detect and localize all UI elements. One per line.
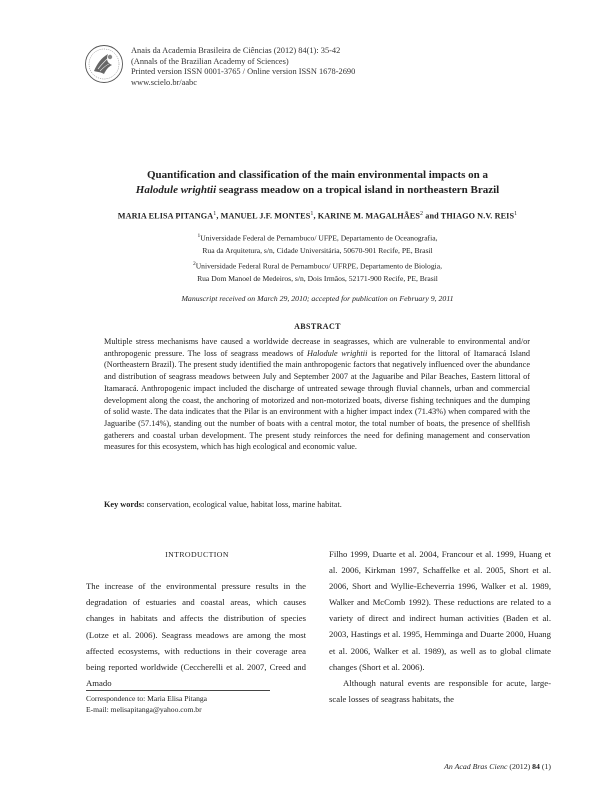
footer-volume: 84	[532, 762, 540, 771]
journal-url[interactable]: www.scielo.br/aabc	[131, 77, 197, 87]
title-line-2	[60, 183, 575, 198]
journal-info	[131, 46, 355, 88]
keywords-text: conservation, ecological value, habitat loss, marine habitat.	[144, 500, 342, 509]
journal-issn: Printed version ISSN 0001-3765 / Online version ISSN 1678-2690	[131, 67, 356, 77]
correspondence-name: Correspondence to: Maria Elisa Pitanga	[86, 694, 208, 703]
introduction-paragraph: Although natural events are responsible for acute, large-scale losses of seagrass habitats, the	[329, 677, 551, 704]
affiliation-1	[60, 230, 575, 245]
author-separator: and	[423, 211, 441, 221]
author-affil-mark: 1	[310, 211, 314, 217]
title-species: Halodule wrightii	[135, 184, 217, 196]
introduction-right-column	[329, 546, 551, 707]
abstract-species: Halodule wrightii	[307, 348, 368, 358]
abstract-heading: ABSTRACT	[294, 322, 341, 331]
affiliation-2	[60, 258, 575, 273]
author-affil-mark: 2	[420, 211, 424, 217]
author-affil-mark: 1	[514, 211, 518, 217]
affiliations	[60, 230, 575, 285]
page-footer	[380, 762, 551, 771]
journal-name-english: (Annals of the Brazilian Academy of Sciences)	[131, 56, 289, 66]
manuscript-dates: Manuscript received on March 29, 2010; accepted for publication on February 9, 2011	[181, 294, 454, 303]
author-name: MARIA ELISA PITANGA	[117, 211, 214, 221]
author-affil-mark: 1	[213, 211, 217, 217]
introduction-heading: INTRODUCTION	[165, 550, 229, 559]
abstract-text	[104, 336, 530, 453]
affiliation-1-line-1: Universidade Federal de Pernambuco/ UFPE, Departamento de Oceanografia,	[200, 233, 438, 243]
correspondence-footnote	[86, 694, 207, 715]
author-name: KARINE M. MAGALHÃES	[317, 211, 420, 221]
correspondence-email[interactable]: E-mail: melisapitanga@yahoo.com.br	[86, 704, 202, 714]
title-line-2-rest: seagrass meadow on a tropical island in northeastern Brazil	[216, 184, 500, 196]
affiliation-1-address: Rua da Arquitetura, s/n, Cidade Universitária, 50670-901 Recife, PE, Brasil	[202, 246, 433, 256]
affiliation-2-address: Rua Dom Manoel de Medeiros, s/n, Dois Irmãos, 52171-900 Recife, PE, Brasil	[197, 273, 438, 283]
author-name: THIAGO N.V. REIS	[440, 211, 515, 221]
academy-seal-logo	[84, 44, 124, 84]
author-list	[60, 211, 575, 221]
footnote-divider	[86, 690, 270, 691]
affiliation-mark: 1	[197, 233, 201, 239]
affiliation-mark: 2	[192, 260, 196, 267]
footer-year: (2012)	[507, 762, 533, 771]
abstract-part-1: Multiple stress mechanisms have caused a worldwide decrease in seagrasses, which are vulnerable to environmental and/or anthropogenic pressure. The loss of seagrass meadows of	[104, 337, 530, 358]
affiliation-2-line-1: Universidade Federal Rural de Pernambuco/ UFRPE, Departamento de Biologia,	[195, 261, 443, 271]
abstract-part-2: is reported for the littoral of Itamaracá Island (Northeastern Brazil). The present study identified the main anthropogenic factors that negatively influenced over the abundance and distribution of seagrass meadows between July and September 2007 at the Jaguaribe and Pilar Beaches, Eastern littoral of Itamaracá. Anthropogenic impact included the discharge of untreated sewage through fluvial channels, urban and commercial development along the coast, the anchoring of motorized and non-motorized boats, diverse fishing techniques and the dumping of solid waste. The data indicates that the Pilar is an environment with a higher impact index (71.43%) when compared with the Jaguaribe (57.14%), standing out the number of boats with a central motor, the total number of boats, the presence of shellfish gatherers and coastal urban development. The present study reinforces the need for defining management and conservation measures for this ecosystem, which has high ecological and economic value.	[104, 348, 530, 452]
footer-journal: An Acad Bras Cienc	[444, 762, 508, 771]
journal-name: Anais da Academia Brasileira de Ciências (2012) 84(1): 35-42	[131, 46, 341, 55]
author-separator: ,	[313, 211, 318, 221]
paper-title	[60, 168, 575, 198]
introduction-left-column: The increase of the environmental pressure results in the degradation of estuaries and coastal areas, which causes changes in habitats and affects the distribution of species (Lotze et al. 2006). Seagrass meadows are among the most affected ecosystems, with reductions in their coverage area being reported worldwide (Ceccherelli et al. 2007, Creed and Amado	[86, 581, 306, 689]
keywords	[104, 500, 530, 509]
footer-issue: (1)	[539, 762, 551, 771]
keywords-label: Key words:	[104, 500, 145, 509]
author-name: MANUEL J.F. MONTES	[220, 211, 311, 221]
title-line-1: Quantification and classification of the main environmental impacts on a	[146, 169, 489, 181]
introduction-paragraph: Filho 1999, Duarte et al. 2004, Francour et al. 1999, Huang et al. 2006, Kirkman 1997, Schaffelke et al. 2005, Short et al. 2006, Short and Wyllie-Echeverria 1996, Walker et al. 1989, Walker and McComb 1992). These reductions are related to a variety of direct and indirect human activities (Baden et al. 2003, Hastings et al. 1995, Hemminga and Duarte 2000, Huang et al. 2006, Walker et al. 1989), as well as to global climate changes (Short et al. 2006).	[329, 549, 551, 672]
author-separator: ,	[216, 211, 221, 221]
